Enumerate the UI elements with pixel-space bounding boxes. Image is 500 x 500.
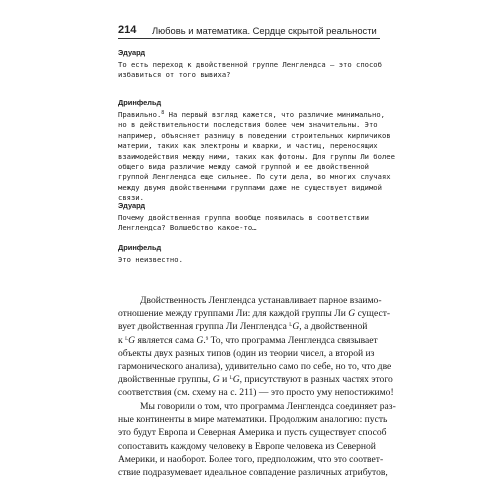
math-superscript: L bbox=[229, 376, 233, 382]
dialogue-line: например, объясняет разницу в поведении строительных кирпичиков bbox=[118, 130, 391, 140]
body-line: ные континенты в мире математики. Продолжим аналогию: пусть bbox=[118, 414, 388, 426]
dialogue-line: То есть переход к двойственной группе Ленглендса — это способ bbox=[118, 60, 382, 69]
dialogue-line: Это неизвестно. bbox=[118, 255, 183, 264]
body-line: Двойственность Ленглендса устанавливает парное взаимо- bbox=[140, 295, 382, 306]
footnote-mark: 9 bbox=[205, 336, 209, 342]
dialogue-line: связи. bbox=[118, 193, 144, 203]
dialogue-text bbox=[118, 110, 395, 204]
text-fragment: вует двойственная группа Ли Ленглендса bbox=[118, 321, 290, 333]
text-fragment: То, что программа Ленглендса связывает bbox=[208, 334, 378, 346]
math-symbol: G bbox=[292, 321, 300, 333]
speaker-label: Эдуард bbox=[118, 48, 146, 57]
dialogue-text bbox=[118, 60, 382, 81]
text-fragment: к bbox=[118, 334, 126, 346]
dialogue-fragment: На первый взгляд кажется, что различие минимально, bbox=[168, 110, 385, 119]
dialogue-line: общего вида различие между самой группой и ее двойственной bbox=[118, 161, 369, 171]
body-line: объекты двух разных типов (один из теории чисел, а второй из bbox=[118, 347, 375, 359]
text-fragment: , присутствуют в разных частях этого bbox=[239, 374, 393, 386]
body-line bbox=[118, 307, 394, 320]
footnote-mark: 8 bbox=[161, 110, 165, 116]
text-fragment: отношение между группами Ли: для каждой группы Ли bbox=[118, 308, 349, 320]
dialogue-line: между двумя двойственными группами даже не существует видимой bbox=[118, 182, 382, 192]
dialogue-line: но в действительности последствия более чем значительны. Это bbox=[118, 120, 378, 130]
speaker-label: Эдуард bbox=[118, 201, 146, 210]
body-paragraph bbox=[118, 400, 396, 479]
dialogue-fragment: Правильно. bbox=[118, 110, 162, 119]
header-rule bbox=[118, 38, 380, 39]
page-number: 214 bbox=[118, 24, 137, 36]
math-superscript: L bbox=[125, 336, 129, 342]
dialogue-text bbox=[118, 255, 183, 265]
math-symbol: G bbox=[232, 374, 240, 386]
body-line: ствие подразумевает идеальное совпадение различных атрибутов, bbox=[118, 466, 388, 478]
text-fragment: сущест- bbox=[355, 308, 391, 320]
body-line: Америки, и наоборот. Более того, предположим, что это соответ- bbox=[118, 453, 384, 465]
body-line: Мы говорили о том, что программа Ленглендса соединяет раз- bbox=[140, 401, 396, 412]
text-fragment: двойственные группы, bbox=[118, 374, 213, 386]
body-line: сопоставить каждому человеку в Европе человека из Северной bbox=[118, 440, 376, 452]
body-line: соответствия (см. схему на с. 211) — это просто уму непостижимо! bbox=[118, 387, 394, 399]
text-fragment: и bbox=[219, 374, 230, 386]
math-superscript: L bbox=[289, 323, 293, 329]
dialogue-line: материи, таких как электроны и кварки, и частиц, переносящих bbox=[118, 141, 378, 151]
dialogue-line bbox=[118, 110, 395, 120]
text-fragment: является сама bbox=[135, 334, 197, 346]
body-paragraph bbox=[118, 294, 394, 400]
running-title: Любовь и математика. Сердце скрытой реальности bbox=[152, 25, 377, 36]
text-fragment: , а двойственной bbox=[299, 321, 368, 333]
body-line bbox=[118, 373, 394, 386]
body-line: это будут Европа и Северная Америка и пусть существует способ bbox=[118, 427, 387, 439]
text-fragment: . bbox=[203, 334, 206, 346]
dialogue-line: Ленглендса? Волшебство какое-то… bbox=[118, 223, 257, 233]
dialogue-text bbox=[118, 213, 369, 234]
page-header bbox=[118, 24, 380, 38]
dialogue-line: взаимодействия между ними, таких как фотоны. Для группы Ли более bbox=[118, 151, 395, 161]
body-line: гармонического анализа), удивительно само по себе, но то, что две bbox=[118, 360, 392, 372]
speaker-label: Дринфельд bbox=[118, 98, 162, 107]
speaker-label: Дринфельд bbox=[118, 243, 162, 252]
body-line bbox=[118, 334, 394, 347]
math-symbol: G bbox=[196, 334, 204, 346]
math-symbol: G bbox=[128, 334, 136, 346]
math-symbol: G bbox=[348, 308, 356, 320]
dialogue-line: группой Ленглендса еще сильнее. По сути дела, во многих случаях bbox=[118, 172, 391, 182]
dialogue-line: избавиться от того вывиха? bbox=[118, 70, 231, 80]
body-line bbox=[118, 320, 394, 333]
math-symbol: G bbox=[212, 374, 220, 386]
dialogue-line: Почему двойственная группа вообще появилась в соответствии bbox=[118, 213, 369, 222]
